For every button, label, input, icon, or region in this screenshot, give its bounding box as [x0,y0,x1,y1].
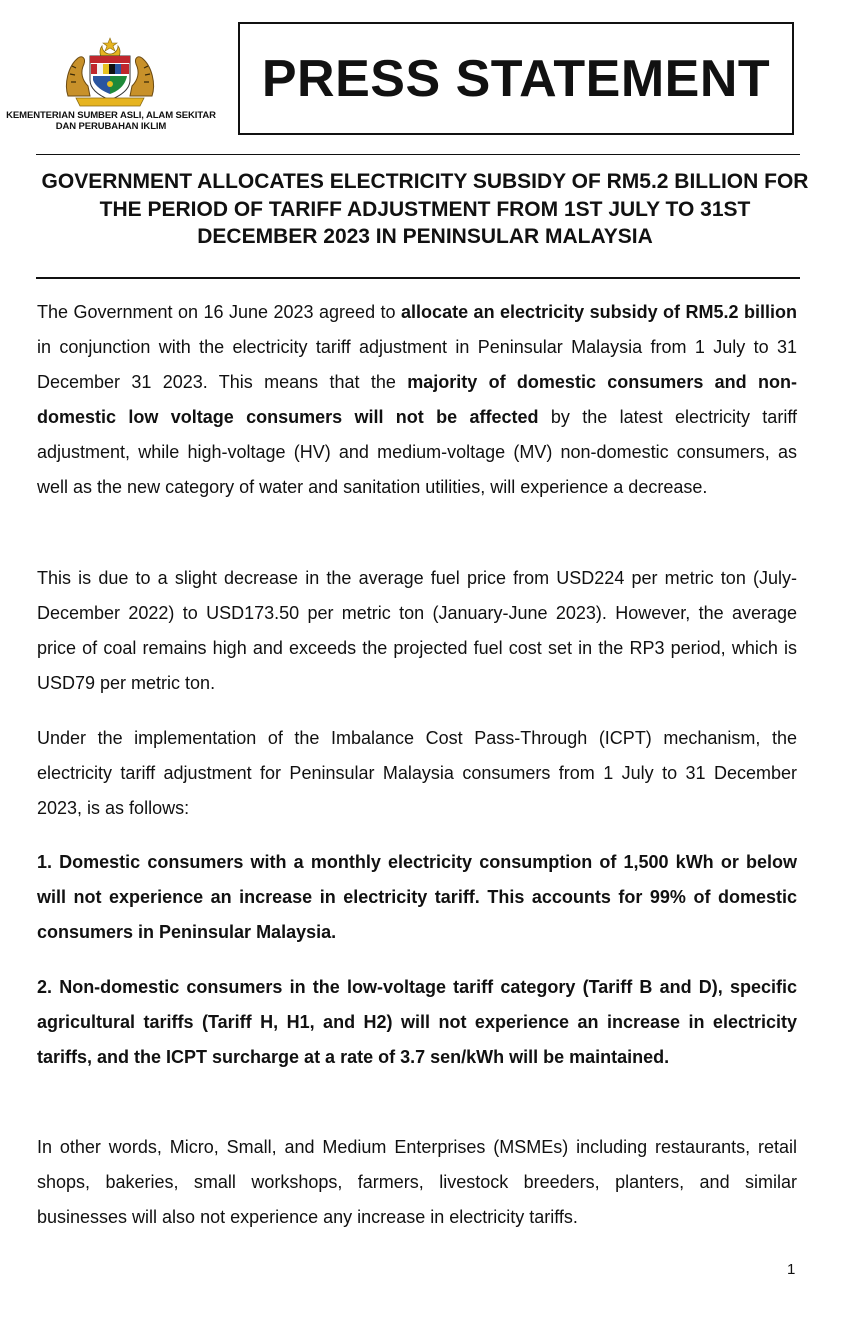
point-domestic-consumers: 1. Domestic consumers with a monthly electricity consumption of 1,500 kWh or below will not experience an increase in electricity tariff. This accounts for 99% of domestic consumers in Peninsular Malaysia. [37,852,797,942]
press-statement-banner [238,22,794,135]
paragraph-fuel-price: This is due to a slight decrease in the average fuel price from USD224 per metric ton (July-December 2022) to USD173.50 per metric ton (January-June 2023). However, the average price of coal remains high and exceeds the projected fuel cost set in the RP3 period, which is USD79 per metric ton. [37,568,797,693]
point-non-domestic-consumers: 2. Non-domestic consumers in the low-voltage tariff category (Tariff B and D), specific agricultural tariffs (Tariff H, H1, and H2) will not experience an increase in electricity tariffs, and the ICPT surcharge at a rate of 3.7 sen/kWh will be maintained. [37,977,797,1067]
page-number: 1 [787,1261,796,1278]
paragraph1-part-a: The Government on 16 June 2023 agreed to [37,302,402,322]
ministry-name: KEMENTERIAN SUMBER ASLI, ALAM SEKITAR DAN PERUBAHAN IKLIM [6,110,216,132]
paragraph1-bold-consumers: majority of domestic consumers and non-domestic low voltage consumers will not be affected [37,372,797,427]
headline-divider [36,277,800,279]
coat-of-arms-logo [60,36,160,108]
paragraph-icpt-mechanism: Under the implementation of the Imbalance Cost Pass-Through (ICPT) mechanism, the electricity tariff adjustment for Peninsular Malaysia consumers from 1 July to 31 December 2023, is as follows: [37,728,797,818]
press-statement-title: PRESS STATEMENT [261,49,771,108]
paragraph-msmes: In other words, Micro, Small, and Medium Enterprises (MSMEs) including restaurants, retail shops, bakeries, small workshops, farmers, livestock breeders, planters, and similar businesses will also not experience any increase in electricity tariffs. [37,1137,797,1227]
paragraph1-part-e: by the latest electricity tariff adjustment, while high-voltage (HV) and medium-voltage (MV) non-domestic consumers, as well as the new category of water and sanitation utilities, will experience a decrease. [37,407,797,497]
top-divider [36,154,800,155]
paragraph-subsidy-announcement [37,295,797,505]
headline: GOVERNMENT ALLOCATES ELECTRICITY SUBSIDY OF RM5.2 BILLION FOR THE PERIOD OF TARIFF ADJUSTMENT FROM 1ST JULY TO 31ST DECEMBER 2023 IN PENINSULAR MALAYSIA [41,170,809,248]
paragraph1-bold-subsidy: allocate an electricity subsidy of RM5.2 billion [401,302,798,322]
paragraph1-part-c: in conjunction with the electricity tariff adjustment in Peninsular Malaysia from 1 July to 31 December 31 2023. This means that the [37,337,797,392]
